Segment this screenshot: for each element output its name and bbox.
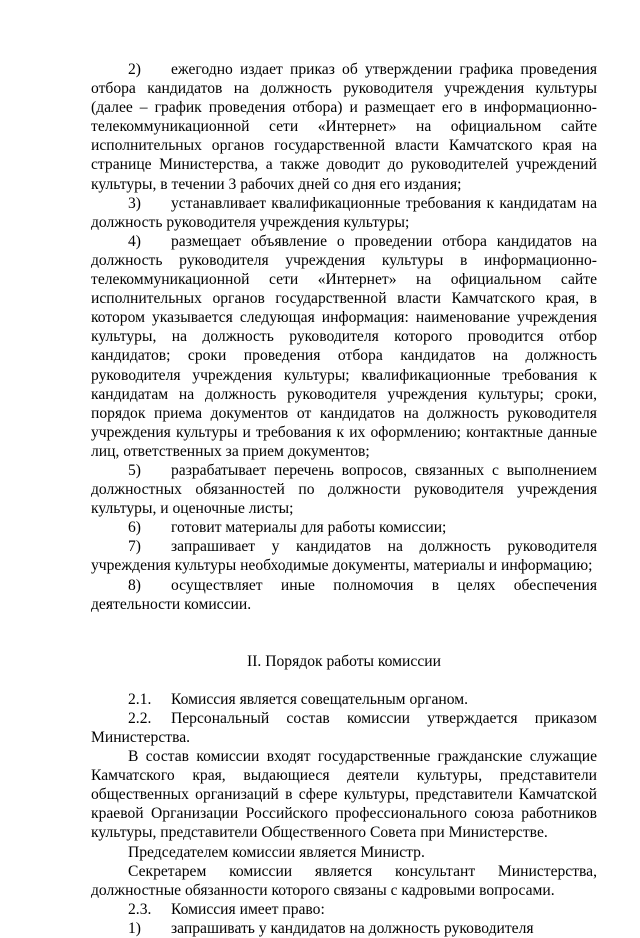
chair-paragraph: Председателем комиссии является Министр. [128,843,425,861]
clause-2-1 [91,690,597,709]
list-item-8 [91,576,597,614]
list-item-text: готовит материалы для работы комиссии; [171,519,447,537]
list-item-text: запрашивать у кандидатов на должность руководителя [171,919,534,937]
list-item-text: разрабатывает перечень вопросов, связанных с выполнением должностных обязанностей по должности руководителя учреждения культуры, и оценочные листы; [91,461,597,518]
list-item-number: 4) [128,232,141,250]
list-item-number: 2) [128,61,141,78]
clause-number: 2.2. [128,709,152,727]
clause-number: 2.3. [128,900,152,918]
document-page [91,60,597,938]
list-item-6 [91,518,597,537]
list-item-text: осуществляет иные полномочия в целях обеспечения деятельности комиссии. [91,576,597,613]
secretary-paragraph: Секретарем комиссии является консультант Министерства, должностные обязанности которого связаны с кадровыми вопросами. [91,862,597,899]
members-paragraph: В состав комиссии входят государственные гражданские служащие Камчатского края, выдающиеся деятели культуры, представители общественных организаций в сфере культуры, представители Камчатской краевой Организации Российского профессионального союза работников культуры, представители Общественного Совета при Министерстве. [91,748,597,842]
section-heading: II. Порядок работы комиссии [247,652,441,670]
clause-2-3 [91,900,597,919]
list-item-number: 6) [128,519,141,537]
list-item-number: 3) [128,194,141,212]
clause-text: Персональный состав комиссии утверждается приказом Министерства. [91,709,597,746]
list-item-number: 8) [128,576,141,594]
clause-text: Комиссия имеет право: [171,900,325,918]
list-item-4 [91,232,597,461]
list-item-number: 7) [128,538,141,556]
list-item-number: 5) [128,461,141,479]
clause-text: Комиссия является совещательным органом. [171,690,468,708]
list-item-2 [91,60,597,194]
clause-number: 2.1. [128,690,152,708]
clause-2-2 [91,709,597,747]
list-item-text: устанавливает квалификационные требования к кандидатам на должность руководителя учреждения культуры; [91,194,597,231]
section-spacer [91,614,597,652]
heading-spacer [91,671,597,690]
list-item-text: запрашивает у кандидатов на должность руководителя учреждения культуры необходимые документы, материалы и информацию; [91,538,597,575]
rights-item-1 [91,919,597,938]
list-item-number: 1) [128,919,141,937]
list-item-5 [91,461,597,518]
list-item-text: ежегодно издает приказ об утверждении графика проведения отбора кандидатов на должность руководителя учреждения культуры (далее – график проведения отбора) и размещает его в информационно-телекоммуникационной сети «Интернет» на официальном сайте исполнительных органов государственной власти Камчатского края на странице Министерства, а также доводит до руководителей учреждений культуры, в течении 3 рабочих дней со дня его издания; [91,61,597,193]
list-item-3 [91,194,597,232]
list-item-text: размещает объявление о проведении отбора кандидатов на должность руководителя учреждения культуры в информационно-телекоммуникационной сети «Интернет» на официальном сайте исполнительных органов государственной власти Камчатского края, в котором указывается следующая информация: наименование учреждения культуры, на должность руководителя которого проводится отбор кандидатов; сроки проведения отбора кандидатов на должность руководителя учреждения культуры; квалификационные требования к кандидатам на должность руководителя учреждения культуры; сроки, порядок приема документов от кандидатов на должность руководителя учреждения культуры и требования к их оформлению; контактные данные лиц, ответственных за прием документов; [91,232,597,460]
list-item-7 [91,537,597,575]
